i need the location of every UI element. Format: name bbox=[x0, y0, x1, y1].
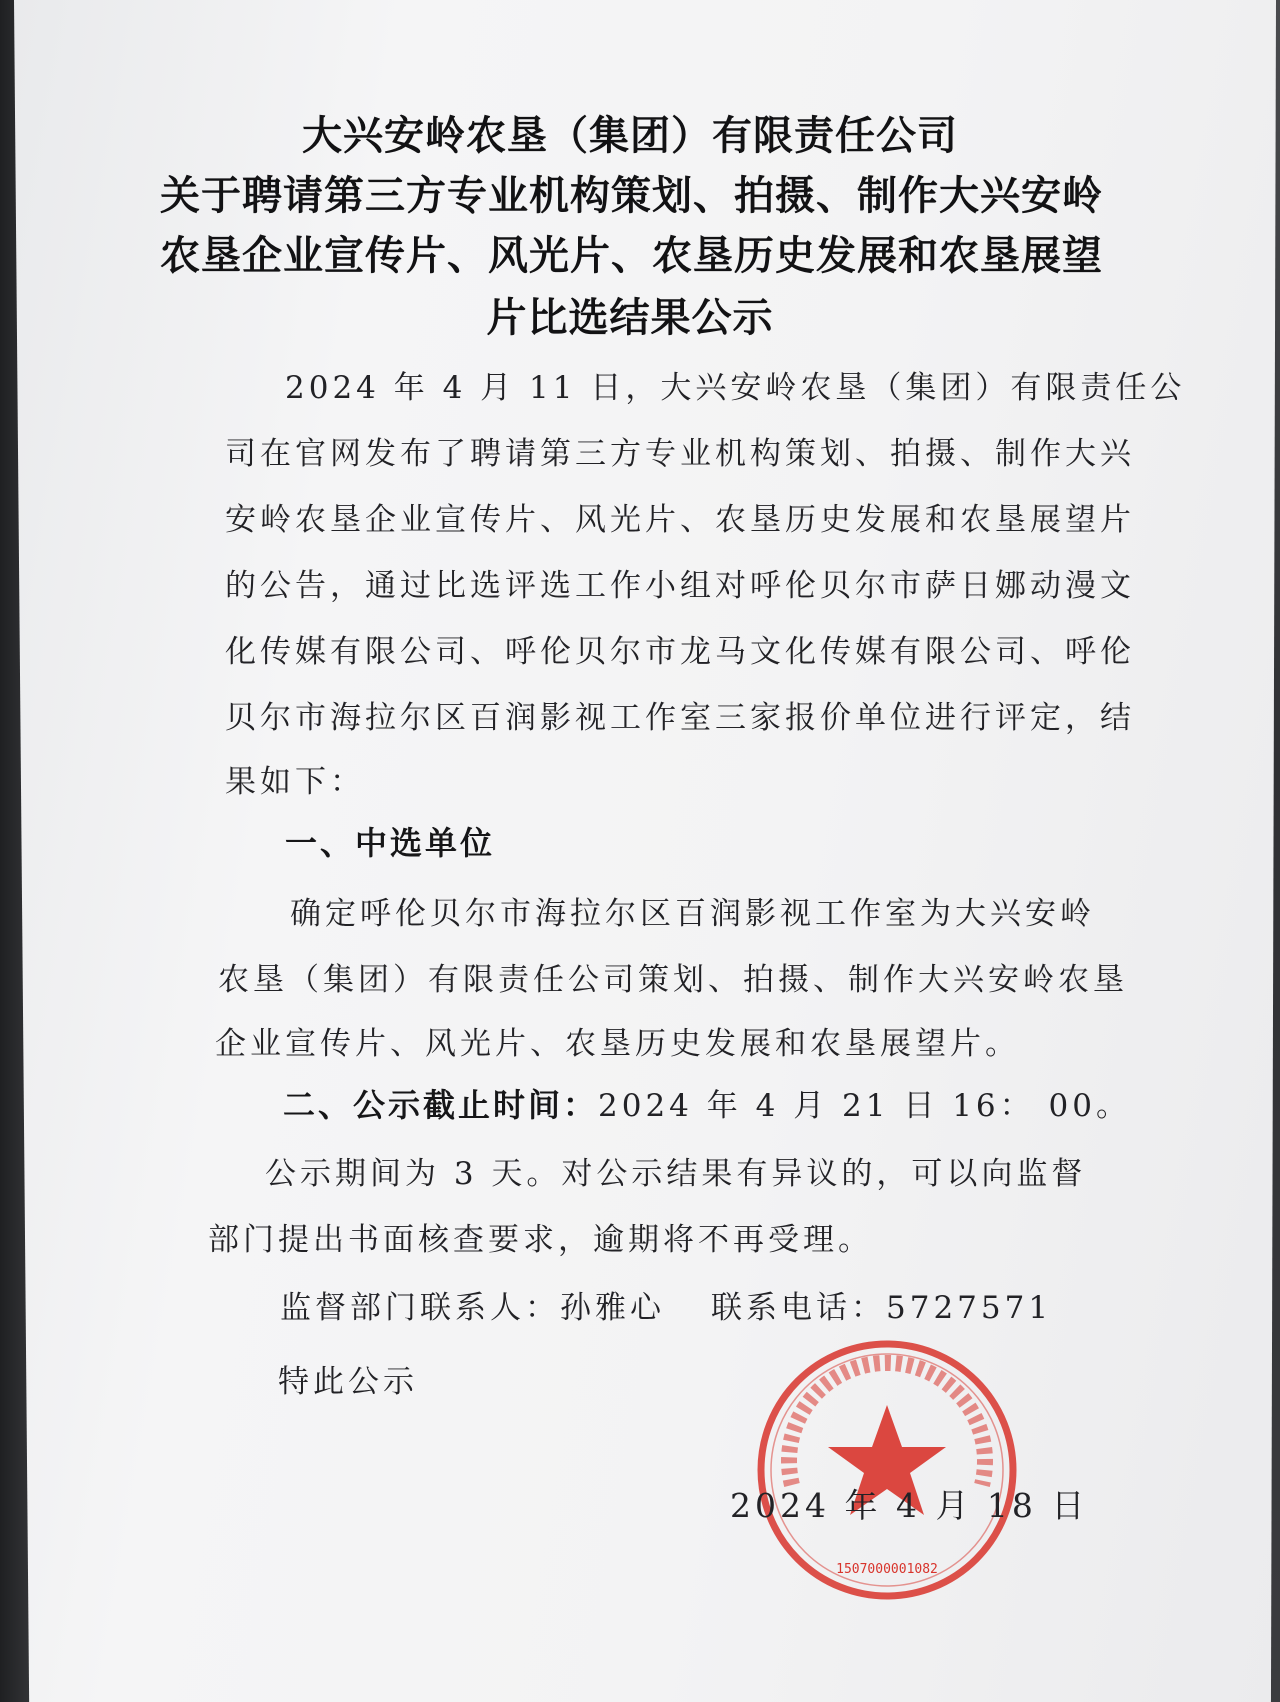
deadline-text: 2024 年 4 月 21 日 16： 00。 bbox=[598, 1088, 1131, 1124]
contact-label: 监督部门联系人： bbox=[280, 1290, 560, 1326]
title-line-4: 片比选结果公示 bbox=[486, 295, 774, 341]
contact-row bbox=[280, 1282, 1052, 1327]
section2-line-2: 部门提出书面核查要求，逾期将不再受理。 bbox=[208, 1222, 873, 1258]
section1-heading: 一、中选单位 bbox=[285, 824, 496, 862]
section2-row bbox=[283, 1080, 1131, 1126]
intro-line-2: 司在官网发布了聘请第三方专业机构策划、拍摄、制作大兴 bbox=[225, 436, 1135, 472]
intro-line-3: 安岭农垦企业宣传片、风光片、农垦历史发展和农垦展望片 bbox=[225, 502, 1135, 538]
section2-line-1: 公示期间为 3 天。对公示结果有异议的，可以向监督 bbox=[265, 1156, 1087, 1192]
section2-heading: 二、公示截止时间： bbox=[283, 1086, 599, 1124]
section1-line-2: 农垦（集团）有限责任公司策划、拍摄、制作大兴安岭农垦 bbox=[218, 962, 1128, 998]
section1-line-3: 企业宣传片、风光片、农垦历史发展和农垦展望片。 bbox=[215, 1026, 1020, 1062]
title-line-1: 大兴安岭农垦（集团）有限责任公司 bbox=[302, 113, 958, 159]
contact-name: 孙雅心 bbox=[560, 1290, 665, 1326]
closing-text: 特此公示 bbox=[278, 1364, 418, 1400]
official-seal bbox=[752, 1335, 1022, 1605]
title-line-2: 关于聘请第三方专业机构策划、拍摄、制作大兴安岭 bbox=[160, 173, 1103, 219]
notice-date: 2024 年 4 月 18 日 bbox=[730, 1486, 1089, 1525]
title-line-3: 农垦企业宣传片、风光片、农垦历史发展和农垦展望 bbox=[160, 233, 1103, 279]
seal-number: 1507000001082 bbox=[836, 1562, 938, 1577]
phone-label: 联系电话： bbox=[711, 1290, 886, 1326]
phone-number: 5727571 bbox=[886, 1290, 1053, 1326]
intro-line-4: 的公告，通过比选评选工作小组对呼伦贝尔市萨日娜动漫文 bbox=[225, 568, 1135, 604]
intro-line-6: 贝尔市海拉尔区百润影视工作室三家报价单位进行评定，结 bbox=[225, 700, 1135, 736]
intro-line-7: 果如下： bbox=[225, 764, 365, 800]
intro-line-5: 化传媒有限公司、呼伦贝尔市龙马文化传媒有限公司、呼伦 bbox=[225, 634, 1135, 670]
section1-line-1: 确定呼伦贝尔市海拉尔区百润影视工作室为大兴安岭 bbox=[290, 896, 1095, 932]
intro-line-1: 2024 年 4 月 11 日，大兴安岭农垦（集团）有限责任公 bbox=[285, 370, 1186, 406]
